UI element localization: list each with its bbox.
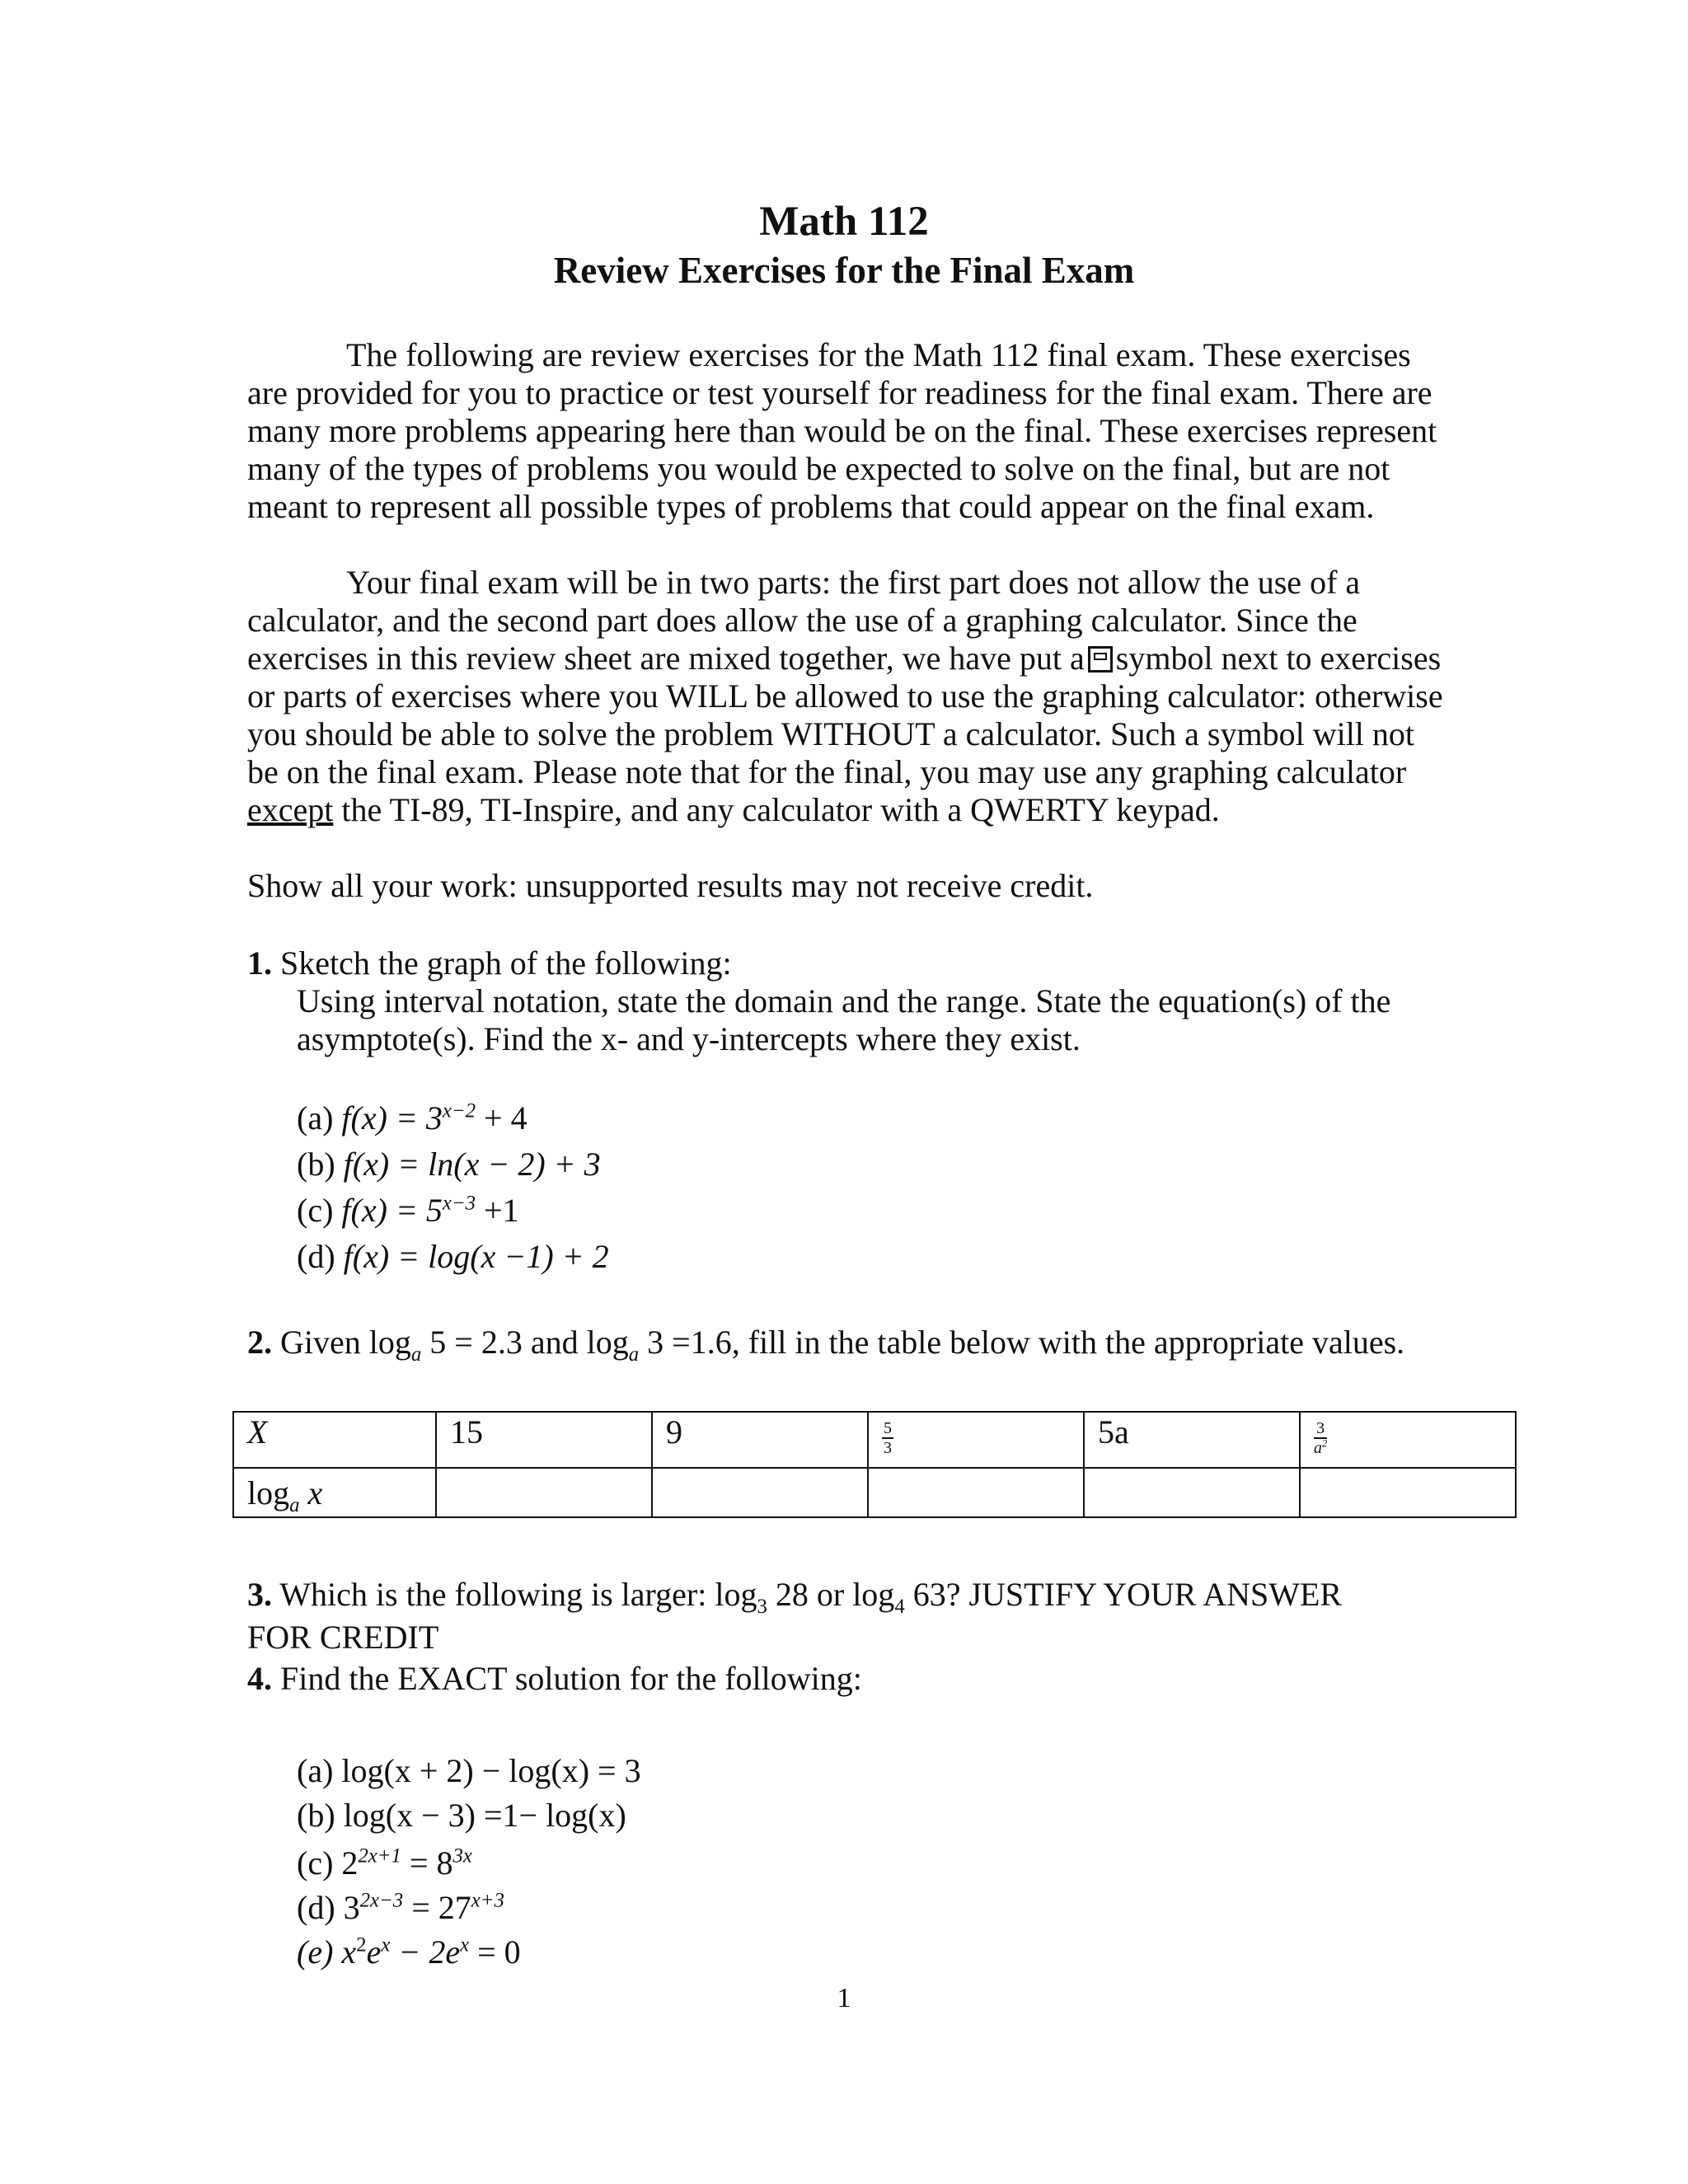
table-cell bbox=[1300, 1412, 1516, 1468]
q1-prompt: Sketch the graph of the following: bbox=[280, 944, 732, 982]
intro-p2-text-b: symbol next to exercises or parts of exercises where you WILL be allowed to use the graphing calculator: otherwise you should be able to solve the problem WITHOUT a calculator. Such a symbol will not be on the final exam. Please note that for the final, you may use any graphing calculator bbox=[247, 640, 1443, 790]
except-underlined: except bbox=[247, 791, 334, 828]
q4-prompt: Find the EXACT solution for the following: bbox=[280, 1660, 862, 1697]
table-header-x: X bbox=[233, 1412, 436, 1468]
q1-part-b: (b) f(x) = ln(x − 2) + 3 bbox=[297, 1146, 601, 1183]
answer-cell[interactable] bbox=[652, 1468, 868, 1517]
intro-paragraph-1 bbox=[247, 336, 1451, 526]
table-cell: 5a bbox=[1084, 1412, 1300, 1468]
q1-instructions-1: Using interval notation, state the domain and the range. State the equation(s) of the bbox=[297, 982, 1391, 1019]
table-cell bbox=[868, 1412, 1084, 1468]
q1-part-a: (a) $f(x) = 3^{x-2} + 4$ bbox=[297, 1099, 528, 1137]
page-title: Review Exercises for the Final Exam bbox=[553, 250, 1135, 291]
calculator-icon bbox=[1088, 646, 1113, 673]
q4-part-c: (c) $2^{2x+1} = 8^{3x}$ bbox=[297, 1844, 472, 1882]
intro-paragraph-2 bbox=[247, 564, 1451, 829]
q1-instructions-2: asymptote(s). Find the x- and y-intercepts where they exist. bbox=[297, 1020, 1081, 1057]
intro-p1-text: The following are review exercises for the Math 112 final exam. These exercises are provided for you to practice or test yourself for readiness for the final exam. There are many more problems appearing here than would be on the final. These exercises represent many of the types of problems you would be expected to solve on the final, but are not meant to represent all possible types of problems that could appear on the final exam. bbox=[247, 336, 1437, 525]
answer-cell[interactable] bbox=[868, 1468, 1084, 1517]
table-cell: 9 bbox=[652, 1412, 868, 1468]
fraction-3-over-a-squared: $\frac{3}{a^2}$ bbox=[1314, 1419, 1328, 1457]
intro-paragraph-3: Show all your work: unsupported results may not receive credit. bbox=[247, 867, 1094, 904]
page-number: 1 bbox=[837, 1983, 851, 2013]
question-1 bbox=[247, 944, 732, 982]
answer-cell[interactable] bbox=[436, 1468, 652, 1517]
q4-part-a: (a) log(x + 2) − log(x) = 3 bbox=[297, 1752, 641, 1789]
intro-p2-text-a: Your final exam will be in two parts: the first part does not allow the use of a calculator, and the second part does allow the use of a graphing calculator. Since the exercises in this review sheet are mixed together, we have put a bbox=[247, 564, 1361, 677]
question-2: 2. Given $\log_a 5 = 2.3$ and $\log_a 3 =1.6$, fill in the table below with the appropriate values. bbox=[247, 1324, 1405, 1366]
q4-part-d: (d) $3^{2x-3} = 27^{x+3}$ bbox=[297, 1889, 504, 1926]
fraction-5-over-3: $\frac{5}{3}$ bbox=[884, 1419, 892, 1457]
q1-part-c: (c) $f(x) = 5^{x-3} +1$ bbox=[297, 1192, 519, 1229]
q1-part-d: (d) f(x) = log(x −1) + 2 bbox=[297, 1238, 609, 1275]
table-header-log: $\log_a x$ bbox=[233, 1468, 436, 1517]
course-title: Math 112 bbox=[759, 199, 929, 245]
intro-p2-text-c: the TI-89, TI-Inspire, and any calculator with a QWERTY keypad. bbox=[341, 791, 1220, 828]
q1-number: 1. bbox=[247, 944, 272, 982]
answer-cell[interactable] bbox=[1300, 1468, 1516, 1517]
q4-part-e: (e) $x^2e^x - 2e^x = 0$ bbox=[297, 1933, 521, 1971]
q3-continuation: FOR CREDIT bbox=[247, 1619, 439, 1656]
question-4 bbox=[247, 1660, 862, 1698]
q4-part-b: (b) log(x − 3) =1− log(x) bbox=[297, 1797, 626, 1834]
q3-number: 3. bbox=[247, 1576, 272, 1613]
table-cell: 15 bbox=[436, 1412, 652, 1468]
log-values-table bbox=[232, 1411, 1517, 1518]
answer-cell[interactable] bbox=[1084, 1468, 1300, 1517]
q4-number: 4. bbox=[247, 1660, 272, 1697]
table-row bbox=[233, 1468, 1516, 1517]
q2-number: 2. bbox=[247, 1324, 272, 1361]
question-3: 3. Which is the following is larger: $\log_3 28$ or $\log_4 63$? JUSTIFY YOUR ANSWER bbox=[247, 1576, 1343, 1618]
table-row bbox=[233, 1412, 1516, 1468]
